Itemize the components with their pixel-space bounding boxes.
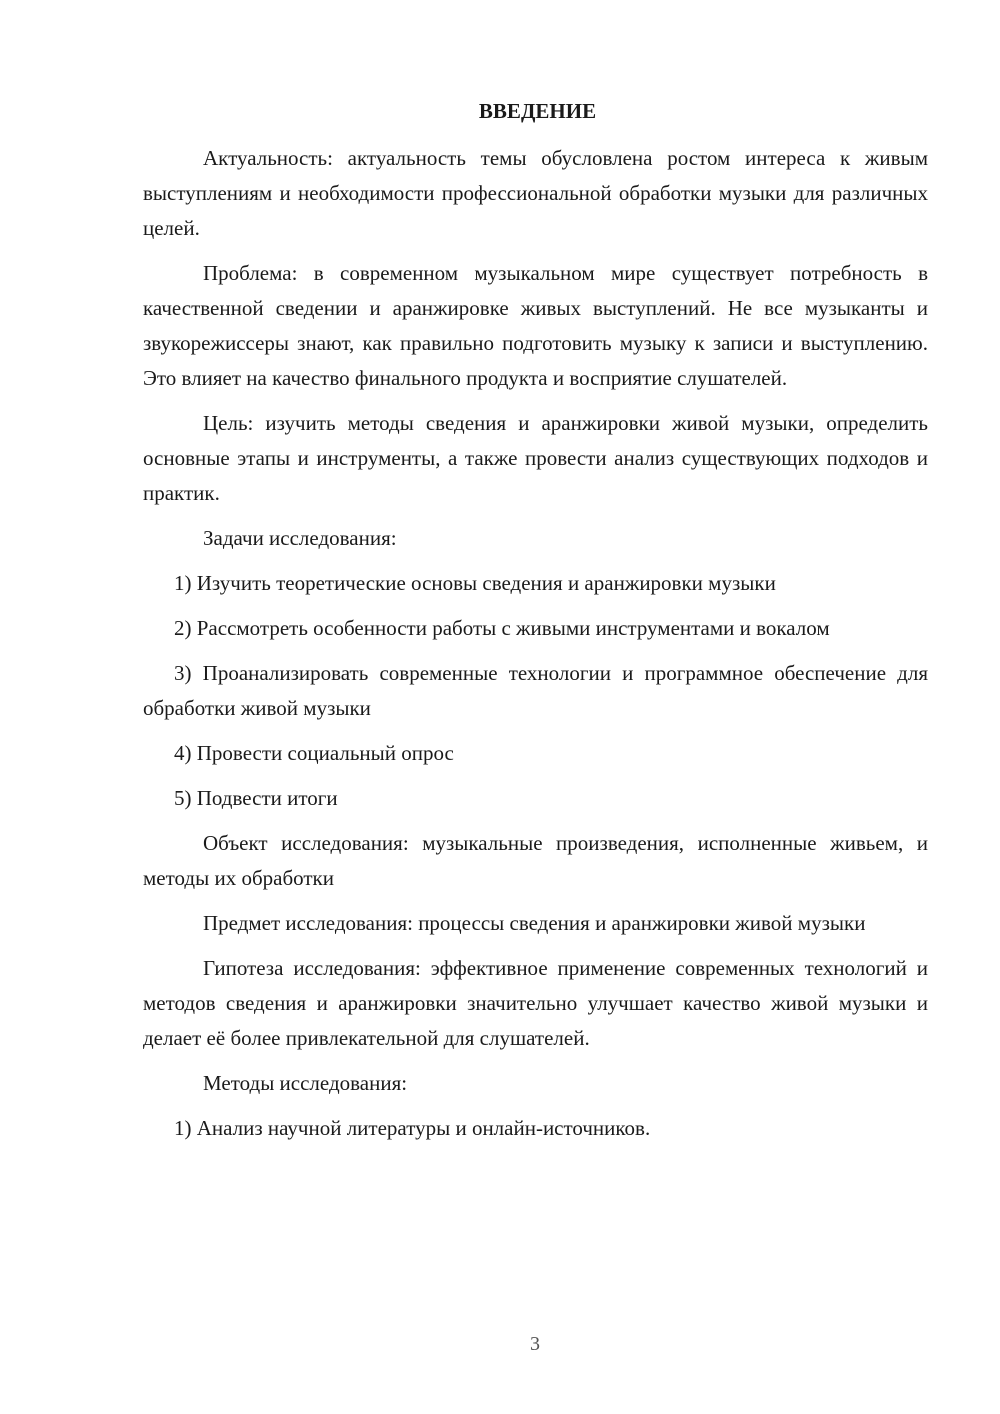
paragraph-problem: Проблема: в современном музыкальном мире существует потребность в качественной сведении и аранжировке живых выступлений. Не все музыканты и звукорежиссеры знают, как правильно подготовить музыку к записи и выступлению. Это влияет на качество финального продукта и восприятие слушателей.: [143, 261, 928, 390]
task-item: 1) Изучить теоретические основы сведения и аранжировки музыки: [174, 571, 776, 595]
task-item: 5) Подвести итоги: [174, 786, 338, 810]
tasks-title: Задачи исследования:: [203, 526, 397, 550]
section-heading: ВВЕДЕНИЕ: [478, 99, 597, 123]
page-number: 3: [530, 1333, 540, 1355]
methods-title: Методы исследования:: [203, 1071, 408, 1095]
page-content: [143, 96, 928, 1156]
paragraph-hypothesis: Гипотеза исследования: эффективное применение современных технологий и методов сведения и аранжировки значительно улучшает качество живой музыки и делает её более привлекательной для слушателей.: [143, 956, 928, 1050]
paragraph-object: Объект исследования: музыкальные произведения, исполненные живьем, и методы их обработки: [143, 831, 928, 890]
task-item: 3) Проанализировать современные технологии и программное обеспечение для обработки живой музыки: [143, 661, 928, 720]
paragraph-goal: Цель: изучить методы сведения и аранжировки живой музыки, определить основные этапы и инструменты, а также провести анализ существующих подходов и практик.: [143, 411, 928, 505]
paragraph-actuality: Актуальность: актуальность темы обусловлена ростом интереса к живым выступлениям и необходимости профессиональной обработки музыки для различных целей.: [143, 146, 928, 240]
task-item: 4) Провести социальный опрос: [174, 741, 454, 765]
method-item: 1) Анализ научной литературы и онлайн-источников.: [174, 1116, 651, 1140]
task-item: 2) Рассмотреть особенности работы с живыми инструментами и вокалом: [174, 616, 830, 640]
paragraph-subject: Предмет исследования: процессы сведения и аранжировки живой музыки: [203, 911, 866, 935]
